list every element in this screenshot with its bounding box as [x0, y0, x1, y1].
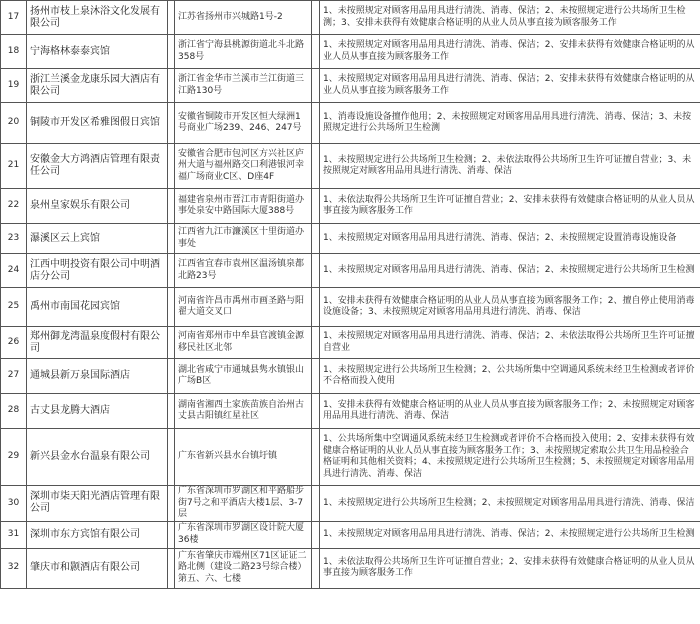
company-name: 铜陵市开发区希雅图假日宾馆 [27, 103, 168, 144]
cell-spacer [168, 254, 175, 288]
cell-spacer [312, 69, 320, 103]
cell-spacer [168, 224, 175, 254]
cell-spacer [168, 69, 175, 103]
violation-description: 1、未按照规定进行公共场所卫生检测；2、公共场所集中空调通风系统未经卫生检测或者评价不合格而投入使用 [320, 359, 700, 394]
row-number: 25 [1, 288, 27, 327]
cell-spacer [168, 548, 175, 588]
cell-spacer [312, 224, 320, 254]
company-address: 安徽省铜陵市开发区恒大绿洲1号商业广场239、246、247号 [175, 103, 312, 144]
company-name: 深圳市柒天阳光酒店管理有限公司 [27, 486, 168, 522]
cell-spacer [168, 394, 175, 429]
row-number: 31 [1, 521, 27, 548]
company-address: 河南省许昌市禹州市画圣路与阳翟大道交叉口 [175, 288, 312, 327]
company-address: 江西省宜春市袁州区温汤镇泉都北路23号 [175, 254, 312, 288]
company-name: 禹州市南国花园宾馆 [27, 288, 168, 327]
violation-description: 1、安排未获得有效健康合格证明的从业人员从事直接为顾客服务工作；2、未按照规定对顾客用品用具进行清洗、消毒、保洁 [320, 394, 700, 429]
row-number: 27 [1, 359, 27, 394]
table-row [1, 103, 700, 144]
cell-spacer [312, 35, 320, 69]
table-row [1, 327, 700, 359]
company-address: 湖南省湘西土家族苗族自治州古丈县古阳镇红星社区 [175, 394, 312, 429]
row-number: 20 [1, 103, 27, 144]
row-number: 28 [1, 394, 27, 429]
row-number: 23 [1, 224, 27, 254]
violation-description: 1、未依法取得公共场所卫生许可证擅自营业；2、安排未获得有效健康合格证明的从业人员从事直接为顾客服务工作 [320, 548, 700, 588]
cell-spacer [312, 359, 320, 394]
company-address: 江西省九江市濂溪区十里街道办事处 [175, 224, 312, 254]
cell-spacer [312, 103, 320, 144]
row-number: 18 [1, 35, 27, 69]
table-row [1, 486, 700, 522]
cell-spacer [312, 254, 320, 288]
company-name: 浙江兰溪金龙康乐园大酒店有限公司 [27, 69, 168, 103]
company-address: 广东省深圳市罗湖区和平路船步街7号之和平酒店大楼1层、3-7层 [175, 486, 312, 522]
cell-spacer [312, 189, 320, 224]
violation-description: 1、未依法取得公共场所卫生许可证擅自营业；2、安排未获得有效健康合格证明的从业人员从事直接为顾客服务工作 [320, 189, 700, 224]
table-row [1, 1, 700, 35]
row-number: 30 [1, 486, 27, 522]
violation-description: 1、未按照规定对顾客用品用具进行清洗、消毒、保洁；2、安排未获得有效健康合格证明的从业人员从事直接为顾客服务工作 [320, 69, 700, 103]
cell-spacer [312, 1, 320, 35]
company-name: 泉州皇家娱乐有限公司 [27, 189, 168, 224]
cell-spacer [168, 359, 175, 394]
violation-description: 1、未按照规定对顾客用品用具进行清洗、消毒、保洁；2、未按照规定设置消毒设施设备 [320, 224, 700, 254]
company-name: 古丈县龙腾大酒店 [27, 394, 168, 429]
row-number: 32 [1, 548, 27, 588]
cell-spacer [168, 429, 175, 486]
table-body [1, 1, 700, 589]
row-number: 26 [1, 327, 27, 359]
company-name: 郑州御龙湾温泉度假村有限公司 [27, 327, 168, 359]
table-row [1, 429, 700, 486]
row-number: 17 [1, 1, 27, 35]
violation-description: 1、未按照规定进行公共场所卫生检测；2、未按照规定对顾客用品用具进行清洗、消毒、保洁 [320, 486, 700, 522]
cell-spacer [168, 327, 175, 359]
violation-description: 1、未按照规定对顾客用品用具进行清洗、消毒、保洁；2、安排未获得有效健康合格证明的从业人员从事直接为顾客服务工作 [320, 35, 700, 69]
cell-spacer [168, 189, 175, 224]
company-name: 新兴县金水台温泉有限公司 [27, 429, 168, 486]
company-address: 福建省泉州市晋江市青阳街道办事处泉安中路国际大厦388号 [175, 189, 312, 224]
row-number: 19 [1, 69, 27, 103]
violation-description: 1、安排未获得有效健康合格证明的从业人员从事直接为顾客服务工作；2、擅自停止使用消毒设施设备；3、未按照规定对顾客用品用具进行清洗、消毒、保洁 [320, 288, 700, 327]
cell-spacer [312, 521, 320, 548]
cell-spacer [312, 144, 320, 189]
company-address: 广东省深圳市罗湖区设计院大厦36楼 [175, 521, 312, 548]
violation-description: 1、未按照规定对顾客用品用具进行清洗、消毒、保洁；2、未按照规定进行公共场所卫生检测 [320, 521, 700, 548]
violation-description: 1、未按照规定对顾客用品用具进行清洗、消毒、保洁；2、未按照规定进行公共场所卫生检测 [320, 254, 700, 288]
cell-spacer [312, 288, 320, 327]
cell-spacer [168, 1, 175, 35]
company-address: 河南省郑州市中牟县官渡镇金源移民社区北邻 [175, 327, 312, 359]
table-row [1, 359, 700, 394]
company-address: 安徽省合肥市包河区方兴社区庐州大道与福州路交口利港银河幸福广场商业C区、D座4F [175, 144, 312, 189]
cell-spacer [168, 35, 175, 69]
cell-spacer [312, 486, 320, 522]
table-row [1, 521, 700, 548]
table-row [1, 144, 700, 189]
company-address: 江苏省扬州市兴城路1号-2 [175, 1, 312, 35]
company-name: 肇庆市和颢酒店有限公司 [27, 548, 168, 588]
cell-spacer [168, 288, 175, 327]
violation-description: 1、未按照规定对顾客用品用具进行清洗、消毒、保洁；2、未依法取得公共场所卫生许可证擅自营业 [320, 327, 700, 359]
company-name: 通城县新万泉国际酒店 [27, 359, 168, 394]
cell-spacer [312, 394, 320, 429]
row-number: 22 [1, 189, 27, 224]
table-row [1, 254, 700, 288]
violation-description: 1、公共场所集中空调通风系统未经卫生检测或者评价不合格而投入使用；2、安排未获得有效健康合格证明的从业人员从事直接为顾客服务工作；3、未按照规定索取公共卫生用品检验合格证明和其他相关资料；4、未按照规定进行公共场所卫生检测；5、未按照规定对顾客用品用具进行清洗、消毒、保洁 [320, 429, 700, 486]
table-row [1, 224, 700, 254]
violation-description: 1、未按照规定进行公共场所卫生检测；2、未依法取得公共场所卫生许可证擅自营业；3、未按照规定对顾客用品用具进行清洗、消毒、保洁 [320, 144, 700, 189]
company-name: 深圳市东方宾馆有限公司 [27, 521, 168, 548]
row-number: 29 [1, 429, 27, 486]
company-name: 宁海格林泰泰宾馆 [27, 35, 168, 69]
cell-spacer [168, 103, 175, 144]
company-name: 瀑溪区云上宾馆 [27, 224, 168, 254]
table-row [1, 35, 700, 69]
company-address: 浙江省宁海县桃源街道北斗北路358号 [175, 35, 312, 69]
violation-description: 1、消毒设施设备擅作他用；2、未按照规定对顾客用品用具进行清洗、消毒、保洁；3、未按照规定进行公共场所卫生检测 [320, 103, 700, 144]
company-address: 广东省肇庆市端州区71区证证二路北侧（建设二路23号综合楼）第五、六、七楼 [175, 548, 312, 588]
company-name: 江西中明投资有限公司中明酒店分公司 [27, 254, 168, 288]
company-address: 广东省新兴县水台镇圩镇 [175, 429, 312, 486]
cell-spacer [312, 327, 320, 359]
cell-spacer [312, 429, 320, 486]
company-address: 浙江省金华市兰溪市兰江街道三江路130号 [175, 69, 312, 103]
cell-spacer [168, 486, 175, 522]
company-address: 湖北省咸宁市通城县隽水镇银山广场B区 [175, 359, 312, 394]
cell-spacer [312, 548, 320, 588]
company-name: 安徽金大方鸿酒店管理有限责任公司 [27, 144, 168, 189]
cell-spacer [168, 521, 175, 548]
violation-description: 1、未按照规定对顾客用品用具进行清洗、消毒、保洁；2、未按照规定进行公共场所卫生检测；3、安排未获得有效健康合格证明的从业人员从事直接为顾客服务工作 [320, 1, 700, 35]
table-row [1, 394, 700, 429]
table-row [1, 69, 700, 103]
cell-spacer [168, 144, 175, 189]
row-number: 21 [1, 144, 27, 189]
table-row [1, 189, 700, 224]
row-number: 24 [1, 254, 27, 288]
table-row [1, 288, 700, 327]
company-name: 扬州市枝上泉沐浴文化发展有限公司 [27, 1, 168, 35]
table-row [1, 548, 700, 588]
